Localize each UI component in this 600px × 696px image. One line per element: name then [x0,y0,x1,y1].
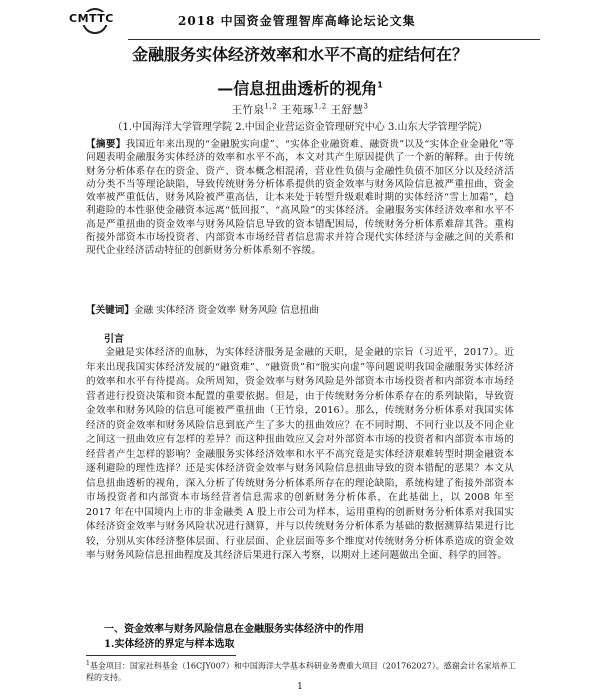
running-title: 2018 中国资金管理智库高峰论坛论文集 [178,14,416,28]
keywords [86,302,514,316]
intro-paragraph: 金融是实体经济的血脉，为实体经济服务是金融的天职，是金融的宗旨（习近平，2017）。近年来出现我国实体经济发展的“融资难”、“融资贵”和“脱实向虚”等问题说明我国金融服务实体经济的效率和水平有待提高。众所周知，资金效率与财务风险是外部资本市场投资者和内部资本市场经营者进行投资决策和资本配置的重要依据。但是，由于传统财务分析体系存在的系列缺陷，导致资金效率和财务风险的信息可能被严重扭曲（王竹泉，2016）。那么，传统财务分析体系对我国实体经济的资金效率和财务风险信息到底产生了多大的扭曲效应？在不同时期、不同行业以及不同企业之间这一扭曲效应有怎样的差异？而这种扭曲效应又会对外部资本市场的投资者和内部资本市场的经营者产生怎样的影响？金融服务实体经济效率和水平不高究竟是实体经济艰难转型时期金融资本逐利避险的理性选择？还是实体经济资金效率与财务风险信息扭曲导致的资本错配的恶果？本文从信息扭曲透析的视角，深入分析了传统财务分析体系所存在的理论缺陷，系统构建了衔接外部资本市场投资者和内部资本市场经营者信息需求的创新财务分析体系，在此基础上，以 2008 年至 2017 年在中国境内上市的非金融类 A 股上市公司为样本，运用重构的创新财务分析体系对我国实体经济资金效率与财务风险状况进行测算，并与以传统财务分析体系为基础的数据测算结果进行比较，分别从实体经济整体层面、行业层面、企业层面等多个维度对传统财务分析体系造成的资金效率与财务风险信息扭曲程度及其经济后果进行深入考察，以期对上述问题做出全面、科学的回答。 [86,347,514,561]
footnote-divider [86,655,236,656]
author-affil-mark: 1,2 [314,102,327,111]
header-divider [128,39,540,40]
page-number: 1 [297,682,303,692]
subtitle-footnote-mark: 1 [377,80,383,90]
intro-body [86,346,514,564]
author-affil-mark: 1,2 [264,102,278,111]
abstract-label: 【摘要】 [86,139,126,150]
logo-text: CMTTC [69,12,114,25]
author-name: 王苑琢 [281,104,315,116]
paper-title: 金融服务实体经济效率和水平不高的症结何在？ [131,45,468,64]
running-header [68,6,538,32]
abstract-text: 我国近年来出现的“金融脱实向虚”、“实体企业融资难、融资贵”以及“实体企业金融化”等问题表明金融服务实体经济的效率和水平不高，本文对其产生原因提供了一个新的解释。由于传统财务分析体系存在的资金、资产、资本概念相混淆，营业性负债与金融性负债不加区分以及经济活动分类不当等理论缺陷，导致传统财务分析体系提供的资金效率与财务风险信息被严重扭曲，资金效率被严重低估，财务风险被严重高估，让本来处于转型升级艰难时期的实体经济“雪上加霜”，趋利避险的本性驱使金融资本远离“低回报”、“高风险”的实体经济。金融服务实体经济效率和水平不高是严重扭曲的资金效率与财务风险信息导致的资本错配困局，传统财务分析体系难辞其咎。重构衔接外部资本市场投资者、内部资本市场经营者信息需求并符合现代实体经济与金融之间的关系和现代企业经济活动特征的创新财务分析体系刻不容缓。 [86,139,514,257]
abstract [86,138,514,258]
journal-logo [68,6,120,32]
author-list [0,102,600,117]
subsection-heading: 1.实体经济的界定与样本选取 [104,639,235,650]
author-name: 王舒慧 [330,104,364,116]
keywords-text: 金融 实体经济 资金效率 财务风险 信息扭曲 [133,305,319,316]
section-heading: 一、资金效率与财务风险信息在金融服务实体经济中的作用 [104,624,364,635]
subtitle-text: —信息扭曲透析的视角 [217,79,378,98]
author-affil-mark: 3 [363,102,369,111]
author-name: 王竹泉 [231,104,265,116]
footnote-text: 基金项目：国家社科基金（16CJY007）和中国海洋大学基本科研业务费重大项目（201762027）。感谢会计名家培养工程的支持。 [86,661,516,682]
paper-subtitle [0,76,600,99]
footnote [86,658,516,683]
intro-heading: 引言 [104,334,124,345]
keywords-label: 【关键词】 [86,305,134,316]
affiliations: （1.中国海洋大学管理学院 2.中国企业营运资金管理研究中心 3.山东大学管理学院） [112,122,488,133]
footnote-mark: 1 [86,660,90,667]
